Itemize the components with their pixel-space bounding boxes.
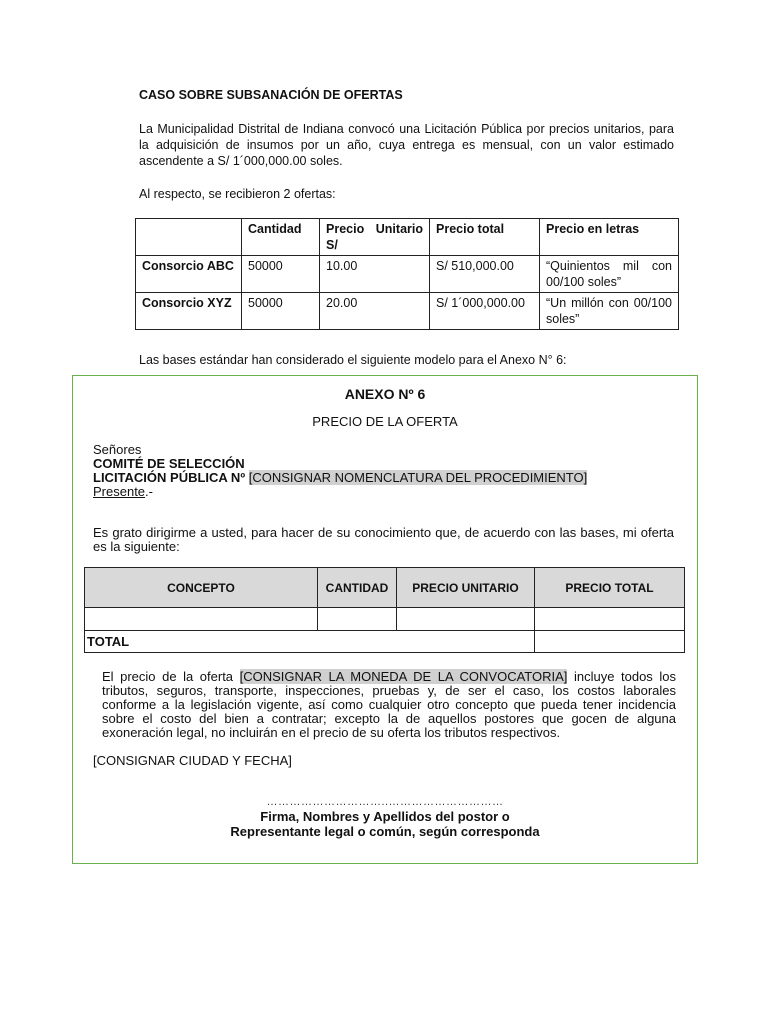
offers-table-header-cell: Precio total bbox=[430, 219, 540, 256]
offer-price-table bbox=[84, 567, 685, 653]
table-cell: S/ 510,000.00 bbox=[430, 256, 540, 293]
offers-received-text: Al respecto, se recibieron 2 ofertas: bbox=[139, 187, 336, 201]
tender-label: LICITACIÓN PÚBLICA Nº bbox=[93, 470, 246, 485]
table-cell: “Quinientos mil con 00/100 soles” bbox=[540, 256, 679, 293]
offers-table-header-cell: Precio en letras bbox=[540, 219, 679, 256]
offer-price-table-header-cell: CANTIDAD bbox=[318, 568, 397, 608]
table-cell: Consorcio XYZ bbox=[136, 293, 242, 330]
tender-placeholder: [CONSIGNAR NOMENCLATURA DEL PROCEDIMIENTO] bbox=[248, 470, 588, 485]
present-label: Presente bbox=[93, 484, 146, 499]
bases-text: Las bases estándar han considerado el siguiente modelo para el Anexo N° 6: bbox=[139, 353, 567, 367]
intro-paragraph: La Municipalidad Distrital de Indiana convocó una Licitación Pública por precios unitarios, para la adquisición de insumos por un año, cuya entrega es mensual, con un valor estimado ascendente a S/ 1´000,000.00 soles. bbox=[139, 122, 674, 168]
total-label: TOTAL bbox=[85, 631, 535, 653]
table-cell bbox=[535, 608, 685, 631]
total-row bbox=[85, 631, 685, 653]
offers-table-header-cell bbox=[136, 219, 242, 256]
total-value-cell bbox=[535, 631, 685, 653]
table-cell bbox=[85, 608, 318, 631]
offer-price-table-header-cell: PRECIO UNITARIO bbox=[397, 568, 535, 608]
table-cell: 50000 bbox=[242, 256, 320, 293]
table-cell: 10.00 bbox=[320, 256, 430, 293]
table-row bbox=[136, 293, 679, 330]
offer-price-table-header-cell: CONCEPTO bbox=[85, 568, 318, 608]
committee-line: COMITÉ DE SELECCIÓN bbox=[93, 456, 245, 471]
greeting-paragraph: Es grato dirigirme a usted, para hacer de su conocimiento que, de acuerdo con las bases, mi oferta es la siguiente: bbox=[93, 525, 674, 554]
salutation: Señores bbox=[93, 442, 142, 457]
table-cell: 50000 bbox=[242, 293, 320, 330]
signature-line: …………………………..………………………… bbox=[266, 796, 504, 808]
offers-table-header-row bbox=[136, 219, 679, 256]
case-heading: CASO SOBRE SUBSANACIÓN DE OFERTAS bbox=[139, 88, 403, 102]
city-date-placeholder: [CONSIGNAR CIUDAD Y FECHA] bbox=[93, 753, 292, 768]
tender-line bbox=[93, 470, 587, 485]
table-cell: “Un millón con 00/100 soles” bbox=[540, 293, 679, 330]
offers-table-header-cell: Precio Unitario S/ bbox=[320, 219, 430, 256]
table-cell: S/ 1´000,000.00 bbox=[430, 293, 540, 330]
table-cell bbox=[397, 608, 535, 631]
price-text: incluye todos los tributos, seguros, transporte, inspecciones, pruebas y, de ser el caso, los costos laborales conforme a la legislación vigente, así como cualquier otro concepto que pueda tener incidencia sobre el costo del bien a contratar; excepto la de aquellos postores que gocen de alguna exoneración legal, no incluirán en el precio de su oferta los tributos respectivos. bbox=[102, 669, 676, 740]
offers-table bbox=[135, 218, 679, 330]
price-paragraph bbox=[102, 670, 676, 740]
annex-title: ANEXO Nº 6 bbox=[344, 386, 426, 402]
signature-caption-1: Firma, Nombres y Apellidos del postor o bbox=[260, 809, 510, 824]
currency-placeholder: [CONSIGNAR LA MONEDA DE LA CONVOCATORIA] bbox=[239, 669, 568, 684]
price-intro: El precio de la oferta bbox=[102, 669, 234, 684]
present-suffix: .- bbox=[145, 484, 153, 499]
table-row bbox=[136, 256, 679, 293]
table-cell: 20.00 bbox=[320, 293, 430, 330]
offer-price-table-header-cell: PRECIO TOTAL bbox=[535, 568, 685, 608]
annex-box bbox=[72, 375, 698, 864]
signature-caption-2: Representante legal o común, según corresponda bbox=[230, 824, 540, 839]
offer-price-table-header-row bbox=[85, 568, 685, 608]
present-line bbox=[93, 484, 153, 499]
annex-subtitle: PRECIO DE LA OFERTA bbox=[312, 414, 458, 429]
table-cell: Consorcio ABC bbox=[136, 256, 242, 293]
offers-table-header-cell: Cantidad bbox=[242, 219, 320, 256]
table-cell bbox=[318, 608, 397, 631]
table-row bbox=[85, 608, 685, 631]
